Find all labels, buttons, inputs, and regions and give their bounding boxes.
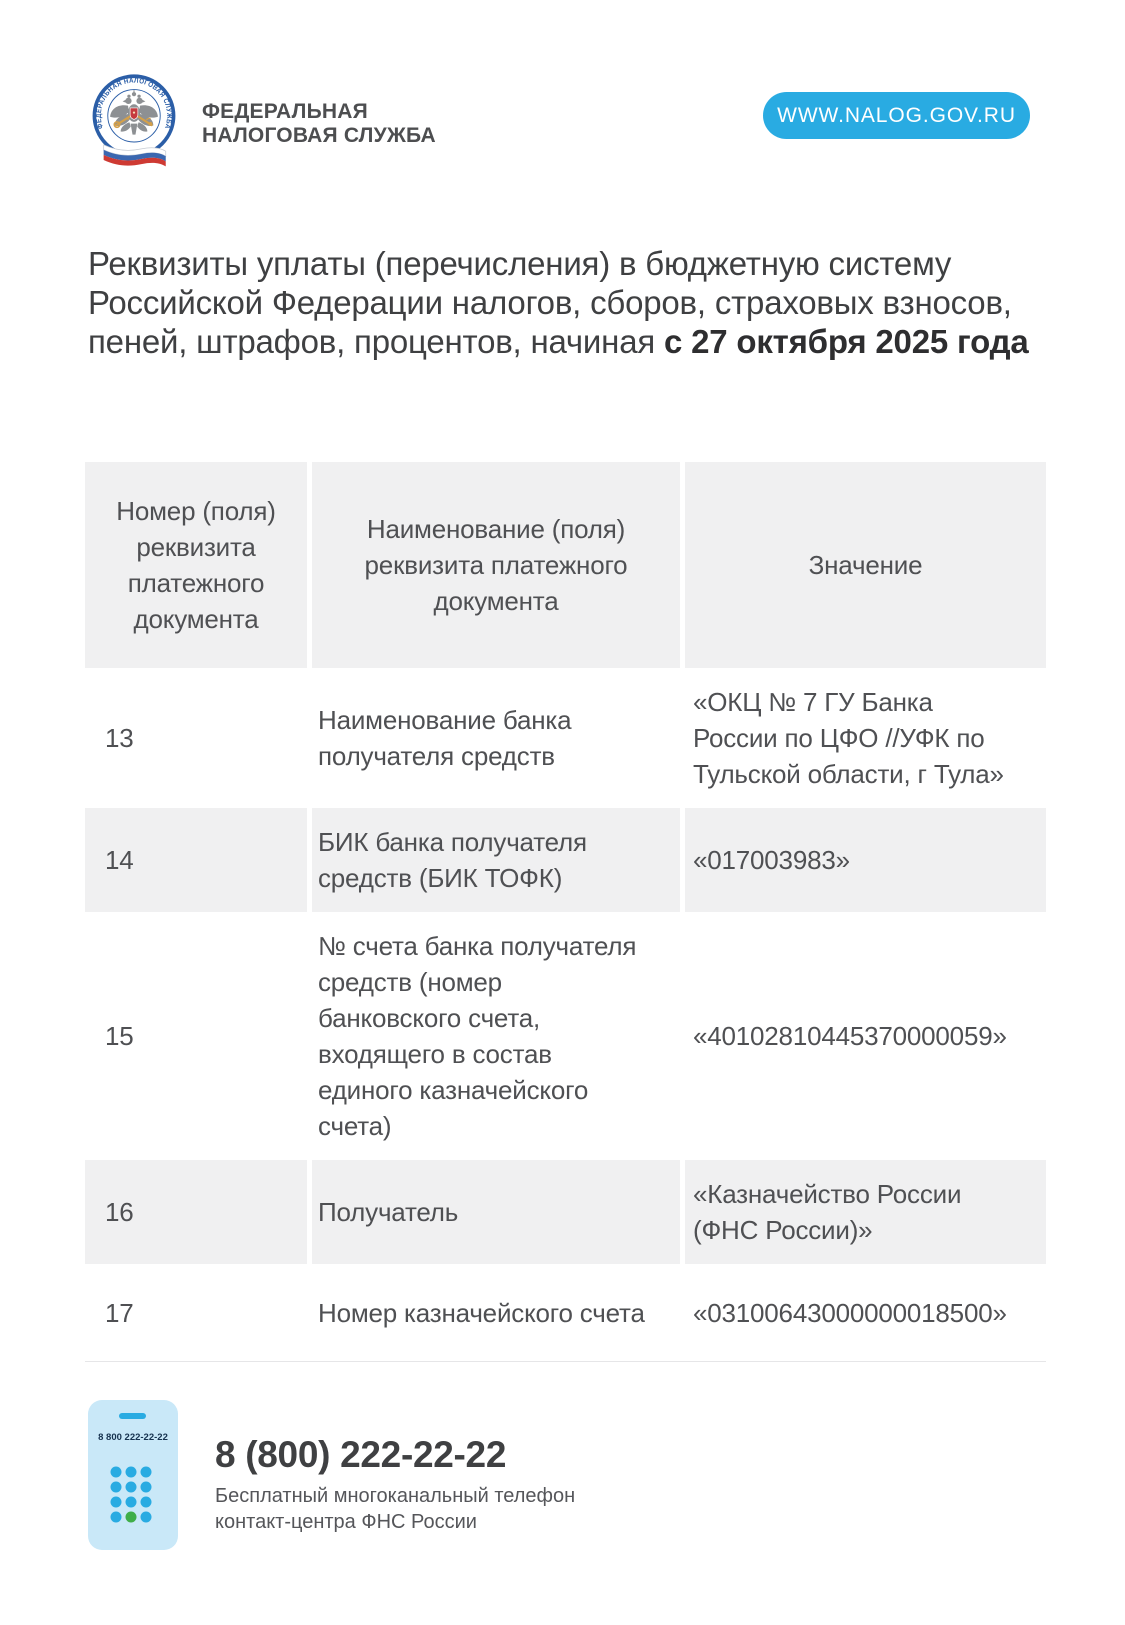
row-number-cell: 17 <box>85 1264 307 1361</box>
row-name-cell: Наименование банка получателя средств <box>312 668 680 808</box>
title-line2: Российской Федерации налогов, сборов, страховых взносов, <box>88 284 1012 321</box>
org-name-line2: НАЛОГОВАЯ СЛУЖБА <box>202 124 436 147</box>
row-value-cell: «ОКЦ № 7 ГУ Банка России по ЦФО //УФК по Тульской области, г Тула» <box>685 668 1046 808</box>
page-title <box>88 244 1053 361</box>
table-header-cell-name: Наименование (поля) реквизита платежного документа <box>312 462 680 668</box>
table-row <box>85 808 1046 912</box>
row-value-cell: «Казначейство России (ФНС России)» <box>685 1160 1046 1264</box>
row-value-cell: «017003983» <box>685 808 1046 912</box>
website-button[interactable]: WWW.NALOG.GOV.RU <box>763 92 1030 139</box>
title-line3: пеней, штрафов, процентов, начиная с 27 октября 2025 года <box>88 323 1029 360</box>
table-row <box>85 668 1046 808</box>
table-row <box>85 912 1046 1160</box>
title-effective-date: с 27 октября 2025 года <box>663 323 1029 360</box>
phone-caption-line2: контакт-центра ФНС России <box>215 1511 477 1533</box>
phone-icon-label: 8 800 222-22-22 <box>98 1432 168 1443</box>
logo-shield <box>130 108 138 120</box>
org-name <box>202 100 436 148</box>
phone-keypad-icon <box>88 1400 178 1550</box>
row-value-cell: «03100643000000018500» <box>685 1264 1047 1361</box>
row-number-cell: 14 <box>85 808 307 912</box>
row-name-cell: № счета банка получателя средств (номер банковского счета, входящего в состав единого казначейского счета) <box>312 912 680 1160</box>
row-name-cell: Номер казначейского счета <box>312 1264 680 1361</box>
table-header-row <box>85 462 1046 668</box>
table-row <box>85 1264 1046 1362</box>
fns-logo-emblem-icon <box>88 66 180 184</box>
row-number-cell: 15 <box>85 912 307 1160</box>
logo-ring-text: ФЕДЕРАЛЬНАЯ НАЛОГОВАЯ СЛУЖБА <box>94 76 174 131</box>
row-name-cell: БИК банка получателя средств (БИК ТОФК) <box>312 808 680 912</box>
phone-speaker-bar <box>119 1413 146 1419</box>
call-green-dot <box>126 1512 137 1523</box>
title-line1: Реквизиты уплаты (перечисления) в бюджетную систему <box>88 245 952 282</box>
requisites-table <box>85 462 1046 1362</box>
phone-caption <box>215 1483 575 1535</box>
phone-caption-line1: Бесплатный многоканальный телефон <box>215 1485 576 1507</box>
row-number-cell: 16 <box>85 1160 307 1264</box>
table-row <box>85 1160 1046 1264</box>
row-value-cell: «40102810445370000059» <box>685 912 1047 1160</box>
row-name-cell: Получатель <box>312 1160 680 1264</box>
table-header-cell-value: Значение <box>685 462 1046 668</box>
table-header-cell-number: Номер (поля) реквизита платежного документа <box>85 462 307 668</box>
org-name-line1: ФЕДЕРАЛЬНАЯ <box>202 100 368 123</box>
phone-number: 8 (800) 222-22-22 <box>215 1434 507 1475</box>
row-number-cell: 13 <box>85 668 307 808</box>
